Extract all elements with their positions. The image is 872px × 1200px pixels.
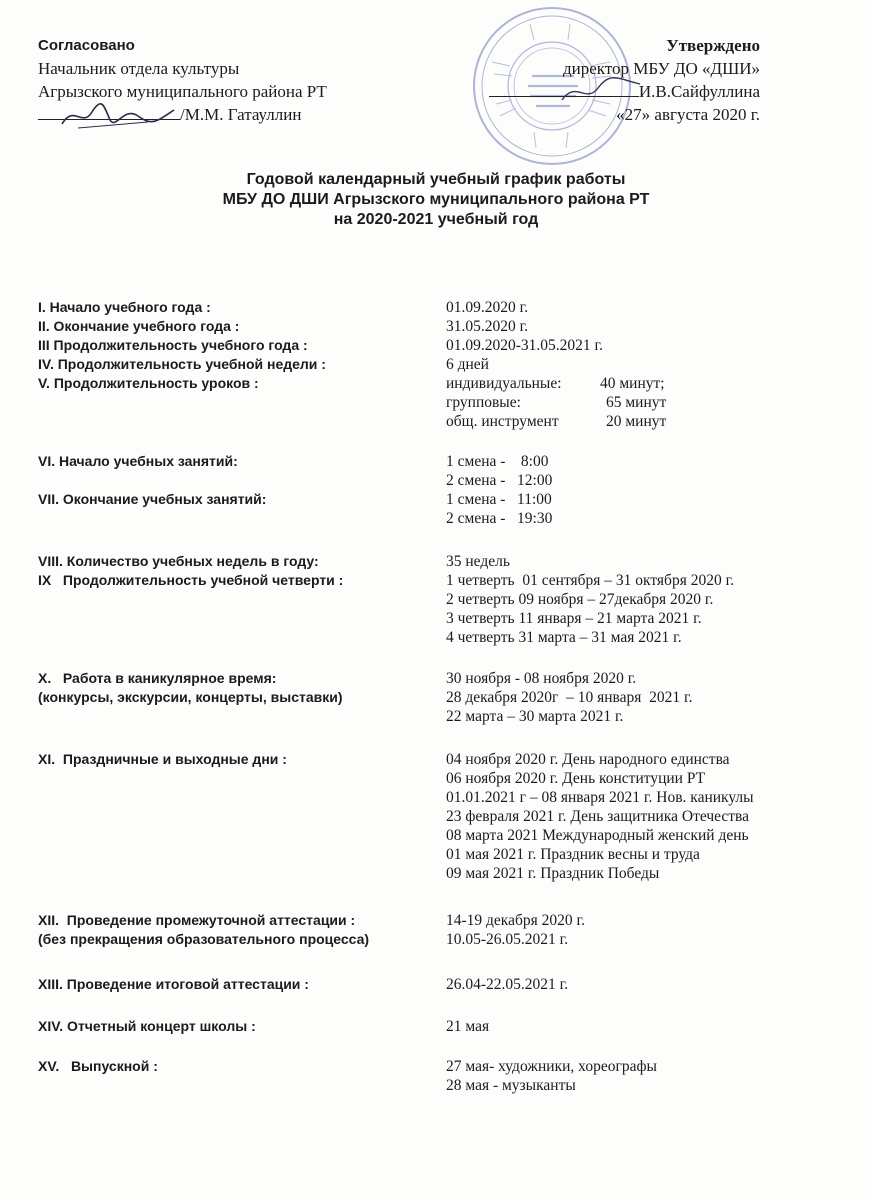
section-8-label: VIII. Количество учебных недель в году: (38, 553, 319, 569)
public-holiday-line: 01.01.2021 г – 08 января 2021 г. Нов. каникулы (446, 789, 754, 806)
section-14-value: 21 мая (446, 1018, 490, 1035)
lesson-type-value: 40 минут; (600, 375, 665, 392)
approval-left-heading: Согласовано (38, 37, 135, 54)
section-11-label: XI. Праздничные и выходные дни : (38, 751, 287, 767)
section-1-value: 01.09.2020 г. (446, 299, 529, 316)
holiday-period-line: 22 марта – 30 марта 2021 г. (446, 708, 624, 725)
lesson-type-value: 20 минут (606, 413, 667, 430)
title-line-2: МБУ ДО ДШИ Агрызского муниципального района РТ (222, 191, 650, 208)
lesson-type-name: индивидуальные: (446, 375, 562, 392)
section-6-line: 2 смена - 12:00 (446, 472, 553, 489)
approval-left-signer: /М.М. Гатауллин (180, 105, 302, 124)
document-title (0, 170, 872, 230)
section-6-line: 1 смена - 8:00 (446, 453, 549, 470)
section-14-label: XIV. Отчетный концерт школы : (38, 1018, 256, 1034)
section-8-value: 35 недель (446, 553, 510, 570)
title-line-3: на 2020-2021 учебный год (333, 211, 539, 228)
section-1-label: I. Начало учебного года : (38, 299, 211, 315)
section-3-value: 01.09.2020-31.05.2021 г. (446, 337, 604, 354)
public-holiday-line: 23 февраля 2021 г. День защитника Отечества (446, 808, 750, 825)
public-holiday-line: 08 марта 2021 Международный женский день (446, 827, 749, 844)
lesson-type-name: общ. инструмент (446, 413, 559, 430)
section-3-label: III Продолжительность учебного года : (38, 337, 308, 353)
section-13-value: 26.04-22.05.2021 г. (446, 976, 569, 993)
section-13-label: XIII. Проведение итоговой аттестации : (38, 976, 309, 992)
section-7-line: 2 смена - 19:30 (446, 510, 553, 527)
public-holiday-line: 01 мая 2021 г. Праздник весны и труда (446, 846, 700, 863)
section-4-value: 6 дней (446, 356, 489, 373)
holiday-period-line: 28 декабря 2020г – 10 января 2021 г. (446, 689, 693, 706)
holiday-period-line: 30 ноября - 08 ноября 2020 г. (446, 670, 637, 687)
graduation-line: 27 мая- художники, хореографы (446, 1058, 657, 1075)
signature-left-scrawl (58, 100, 178, 132)
approval-right-signer: И.В.Сайфуллина (638, 82, 760, 101)
section-7-label: VII. Окончание учебных занятий: (38, 491, 267, 507)
section-2-value: 31.05.2020 г. (446, 318, 529, 335)
approval-right-heading: Утверждено (666, 36, 760, 55)
quarter-line: 2 четверть 09 ноября – 27декабря 2020 г. (446, 591, 714, 608)
section-10-sublabel: (конкурсы, экскурсии, концерты, выставки) (38, 689, 343, 705)
approval-right-date: «27» августа 2020 г. (616, 105, 760, 124)
section-12-label: XII. Проведение промежуточной аттестации : (38, 912, 356, 928)
approval-left-line1: Начальник отдела культуры (38, 59, 240, 78)
attestation-line: 14-19 декабря 2020 г. (446, 912, 585, 929)
lesson-type-name: групповые: (446, 394, 521, 411)
section-6-label: VI. Начало учебных занятий: (38, 453, 238, 469)
section-10-label: X. Работа в каникулярное время: (38, 670, 277, 686)
approval-right-line1: директор МБУ ДО «ДШИ» (563, 59, 760, 78)
section-4-label: IV. Продолжительность учебной недели : (38, 356, 326, 372)
signature-right-scrawl (556, 70, 646, 110)
section-7-line: 1 смена - 11:00 (446, 491, 552, 508)
quarter-line: 4 четверть 31 марта – 31 мая 2021 г. (446, 629, 682, 646)
lesson-type-value: 65 минут (606, 394, 667, 411)
section-9-label: IX Продолжительность учебной четверти : (38, 572, 344, 588)
public-holiday-line: 06 ноября 2020 г. День конституции РТ (446, 770, 706, 787)
title-line-1: Годовой календарный учебный график работы (246, 171, 626, 188)
approval-left-line2: Агрызского муниципального района РТ (38, 82, 327, 101)
public-holiday-line: 04 ноября 2020 г. День народного единства (446, 751, 730, 768)
section-5-label: V. Продолжительность уроков : (38, 375, 259, 391)
quarter-line: 3 четверть 11 января – 21 марта 2021 г. (446, 610, 702, 627)
section-15-label: XV. Выпускной : (38, 1058, 158, 1074)
section-2-label: II. Окончание учебного года : (38, 318, 240, 334)
attestation-line: 10.05-26.05.2021 г. (446, 931, 569, 948)
public-holiday-line: 09 мая 2021 г. Праздник Победы (446, 865, 660, 882)
graduation-line: 28 мая - музыканты (446, 1077, 576, 1094)
quarter-line: 1 четверть 01 сентября – 31 октября 2020 г. (446, 572, 735, 589)
section-12-sublabel: (без прекращения образовательного процесса) (38, 931, 370, 947)
